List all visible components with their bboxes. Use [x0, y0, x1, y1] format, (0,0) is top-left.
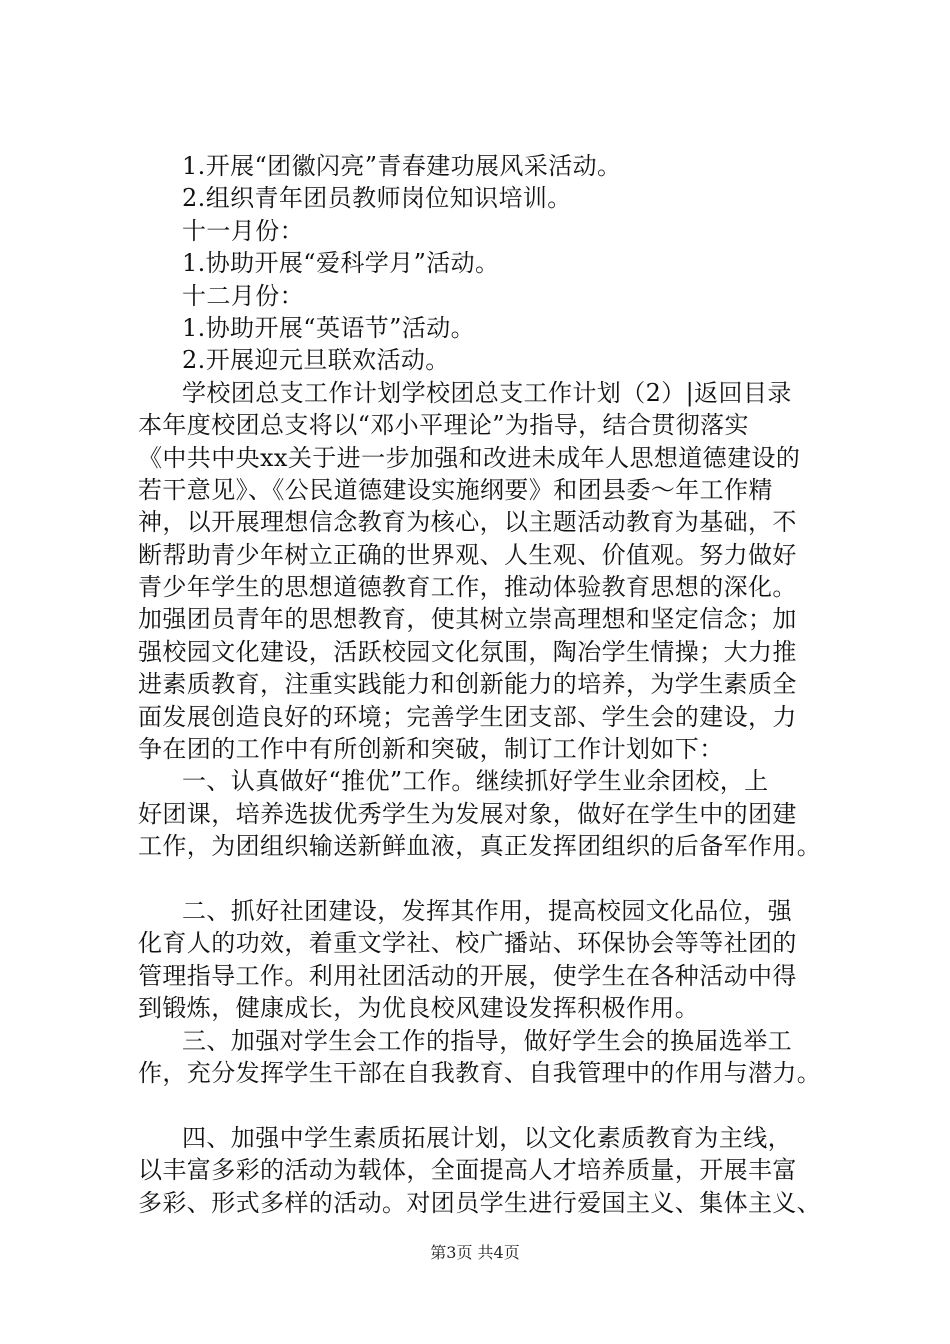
document-body: [138, 150, 838, 1219]
text-line: 本年度校团总支将以“邓小平理论”为指导，结合贯彻落实: [138, 411, 749, 440]
text-line: 1.协助开展“英语节”活动。: [182, 313, 476, 342]
text-line: 强校园文化建设，活跃校园文化氛围，陶冶学生情操；大力推: [138, 637, 797, 666]
text-line: 加强团员青年的思想教育，使其树立崇高理想和坚定信念；加: [138, 605, 797, 634]
text-line: 1.协助开展“爱科学月”活动。: [182, 249, 500, 278]
paragraph-gap: [138, 863, 838, 895]
text-line: 一、认真做好“推优”工作。继续抓好学生业余团校，上: [182, 767, 769, 796]
text-line: 2.开展迎元旦联欢活动。: [182, 346, 450, 375]
text-line: 2.组织青年团员教师岗位知识培训。: [182, 184, 572, 213]
text-line: 以丰富多彩的活动为载体，全面提高人才培养质量，开展丰富: [138, 1156, 797, 1185]
text-line: 三、加强对学生会工作的指导，做好学生会的换届选举工: [182, 1026, 792, 1055]
text-line: 二、抓好社团建设，发挥其作用，提高校园文化品位，强: [182, 896, 792, 925]
text-line: 化育人的功效，着重文学社、校广播站、环保协会等等社团的: [138, 929, 797, 958]
text-line: 争在团的工作中有所创新和突破，制订工作计划如下：: [138, 735, 724, 764]
text-line: 好团课，培养选拔优秀学生为发展对象，做好在学生中的团建: [138, 799, 797, 828]
text-line: 神，以开展理想信念教育为核心，以主题活动教育为基础，不: [138, 508, 797, 537]
text-line: 1.开展“团徽闪亮”青春建功展风采活动。: [182, 152, 622, 180]
text-line: 到锻炼，健康成长，为优良校风建设发挥积极作用。: [138, 994, 700, 1023]
paragraph-gap: [138, 1089, 838, 1121]
text-line: 管理指导工作。利用社团活动的开展，使学生在各种活动中得: [138, 961, 797, 990]
text-line: 面发展创造良好的环境；完善学生团支部、学生会的建设，力: [138, 702, 797, 731]
page-number-footer: 第3页 共4页: [430, 1243, 520, 1262]
text-line: 多彩、形式多样的活动。对团员学生进行爱国主义、集体主义、: [138, 1188, 822, 1217]
text-line: 青少年学生的思想道德教育工作，推动体验教育思想的深化。: [138, 573, 797, 602]
text-line: 断帮助青少年树立正确的世界观、人生观、价值观。努力做好: [138, 540, 797, 569]
text-line: 作，充分发挥学生干部在自我教育、自我管理中的作用与潜力。: [138, 1058, 822, 1087]
text-line: 进素质教育，注重实践能力和创新能力的培养，为学生素质全: [138, 670, 797, 699]
text-line: 工作，为团组织输送新鲜血液，真正发挥团组织的后备军作用。: [138, 832, 822, 861]
text-line: 若干意见》、《公民道德建设实施纲要》和团县委～年工作精: [138, 475, 773, 504]
section-heading: 学校团总支工作计划学校团总支工作计划（2）|返回目录: [182, 378, 792, 407]
text-line: 十一月份：: [182, 216, 304, 245]
text-line: 十二月份：: [182, 281, 304, 310]
text-line: 四、加强中学生素质拓展计划，以文化素质教育为主线，: [182, 1123, 792, 1152]
text-line: 《中共中央xx关于进一步加强和改进未成年人思想道德建设的: [138, 443, 801, 472]
